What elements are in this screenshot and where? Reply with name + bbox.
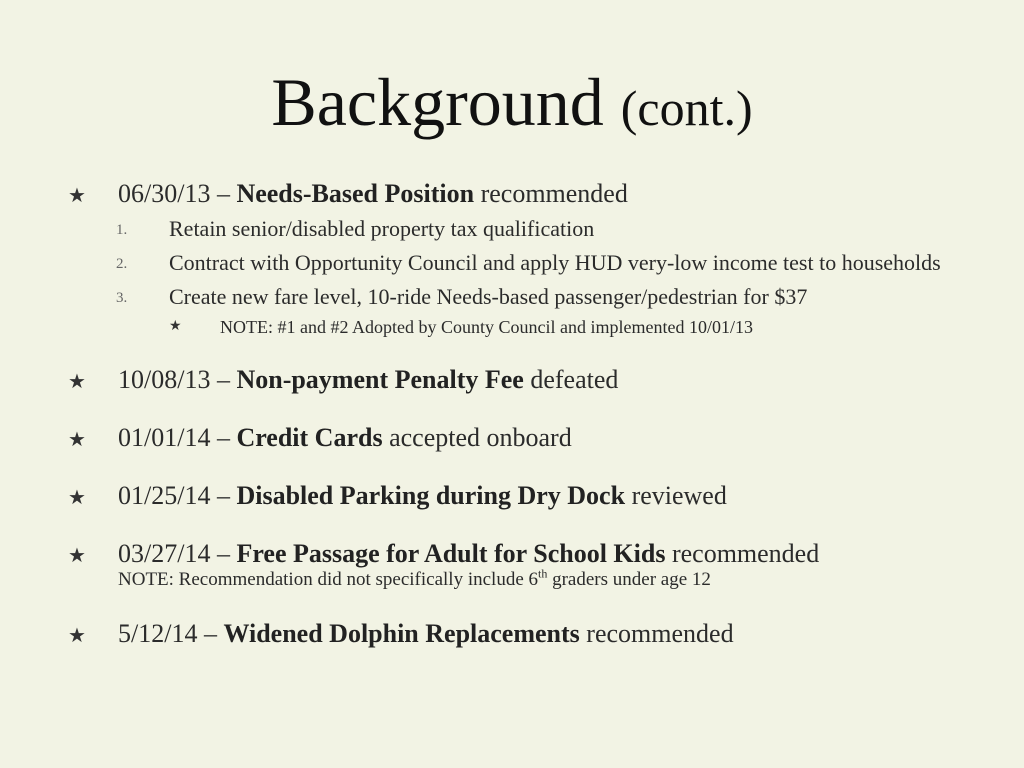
item-number: 3.	[116, 290, 128, 306]
item-date: 03/27/14 –	[118, 539, 230, 568]
item-note	[118, 568, 998, 592]
bullet-item	[68, 538, 998, 592]
star-bullet-icon: ★	[68, 371, 86, 393]
title-sub: (cont.)	[620, 80, 753, 136]
numbered-list	[68, 216, 998, 338]
bullet-item	[68, 618, 998, 650]
item-bold: Free Passage for Adult for School Kids	[236, 539, 666, 568]
numbered-item-text: Create new fare level, 10-ride Needs-based passenger/pedestrian for $37	[169, 284, 808, 309]
item-date: 06/30/13 –	[118, 179, 230, 208]
item-bold: Non-payment Penalty Fee	[236, 365, 524, 394]
numbered-item	[68, 216, 998, 242]
bullet-item	[68, 178, 998, 210]
item-date: 01/01/14 –	[118, 423, 230, 452]
star-bullet-icon: ★	[68, 545, 86, 567]
item-date: 01/25/14 –	[118, 481, 230, 510]
item-date: 5/12/14 –	[118, 619, 217, 648]
note-text-after: graders under age 12	[552, 569, 711, 590]
bullet-item	[68, 422, 998, 454]
note-text-before: NOTE: Recommendation did not specifically include 6	[118, 569, 539, 590]
item-rest: recommended	[671, 539, 820, 568]
star-bullet-icon: ★	[68, 487, 86, 509]
numbered-item	[68, 284, 998, 310]
sub-note-text: NOTE: #1 and #2 Adopted by County Council and implemented 10/01/13	[220, 317, 753, 337]
star-bullet-icon: ★	[68, 429, 86, 451]
numbered-item-text: Contract with Opportunity Council and apply HUD very-low income test to households	[169, 250, 941, 275]
item-rest: reviewed	[631, 481, 727, 510]
item-bold: Disabled Parking during Dry Dock	[236, 481, 626, 510]
star-bullet-icon: ★	[169, 319, 182, 334]
note-superscript: th	[538, 566, 548, 581]
sub-note-item	[68, 316, 998, 338]
star-bullet-icon: ★	[68, 185, 86, 207]
item-date: 10/08/13 –	[118, 365, 230, 394]
bullet-item	[68, 480, 998, 512]
item-bold: Credit Cards	[236, 423, 383, 452]
item-number: 1.	[116, 222, 128, 238]
slide-title	[0, 62, 1024, 148]
numbered-item	[68, 250, 998, 276]
item-bold: Widened Dolphin Replacements	[223, 619, 580, 648]
item-rest: defeated	[530, 365, 619, 394]
numbered-item-text: Retain senior/disabled property tax qualification	[169, 216, 595, 241]
item-rest: recommended	[480, 179, 628, 208]
item-number: 2.	[116, 256, 128, 272]
item-rest: accepted onboard	[389, 423, 572, 452]
star-bullet-icon: ★	[68, 625, 86, 647]
bullet-list	[68, 178, 998, 650]
item-rest: recommended	[586, 619, 734, 648]
item-bold: Needs-Based Position	[236, 179, 475, 208]
title-main: Background	[271, 64, 604, 140]
bullet-item	[68, 364, 998, 396]
